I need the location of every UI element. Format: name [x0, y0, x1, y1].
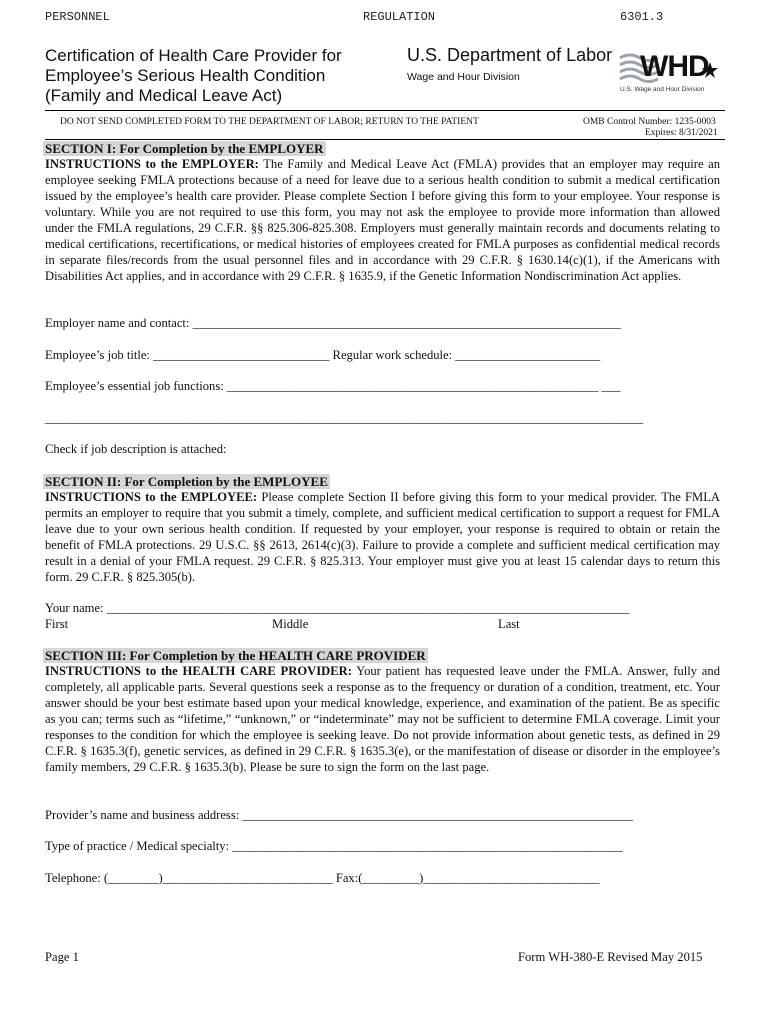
name-last-caption: Last — [498, 617, 520, 631]
form-title — [45, 46, 342, 106]
section-1-instr-text: The Family and Medical Leave Act (FMLA) provides that an employer may require an employee seeking FMLA protections because of a need for leave due to a serious health condition to submit a medical certification issued by the employee’s health care provider. Please complete Section I before giving this form to your employee. Your response is voluntary. While you are not required to use this form, you may not ask the employee to provide more information than allowed under the FMLA regulations, 29 C.F.R. §§ 825.306-825.308. Employers must generally maintain records and documents relating to medical certifications, recertifications, or medical histories of employees created for FMLA purposes as confidential medical records in separate files/records from the usual personnel files and in accordance with 29 C.F.R. § 1630.14(c)(1), if the Americans with Disabilities Act applies, and in accordance with 29 C.F.R. § 1635.9, if the Genetic Information Nondiscrimination Act applies. — [45, 157, 720, 283]
form-revision: Form WH-380-E Revised May 2015 — [518, 950, 703, 964]
title-line-3: (Family and Medical Leave Act) — [45, 86, 283, 105]
header-regulation: REGULATION — [363, 10, 436, 24]
section-1-instr-label: INSTRUCTIONS to the EMPLOYER: — [45, 157, 259, 171]
section-3-instr-label: INSTRUCTIONS to the HEALTH CARE PROVIDER: — [45, 664, 352, 678]
section-1-instructions — [45, 156, 720, 284]
section-2-heading: SECTION II: For Completion by the EMPLOYEE — [45, 474, 328, 489]
return-notice: DO NOT SEND COMPLETED FORM TO THE DEPARTMENT OF LABOR; RETURN TO THE PATIENT — [60, 117, 479, 127]
header-number: 6301.3 — [620, 10, 664, 24]
telephone-fax-field[interactable]: Telephone: (________)___________________________ Fax:(_________)____________________________ — [45, 871, 600, 885]
job-title-field[interactable]: Employee’s job title: ____________________________ Regular work schedule: _______________________ — [45, 348, 601, 362]
section-2-instr-text: Please complete Section II before giving this form to your medical provider. The FMLA permits an employer to require that you submit a timely, complete, and sufficient medical certification to support a request for FMLA leave due to your own serious health condition. If requested by your employer, your response is required to obtain or retain the benefit of FMLA protections. 29 U.S.C. §§ 2613, 2614(c)(3). Failure to provide a complete and sufficient medical certification may result in a denial of your FMLA request. 29 C.F.R. § 825.313. Your employer must give you at least 15 calendar days to return this form. 29 C.F.R. § 825.305(b). — [45, 490, 720, 584]
name-middle-caption: Middle — [272, 617, 309, 631]
section-2-instr-label: INSTRUCTIONS to the EMPLOYEE: — [45, 490, 258, 504]
division-name: Wage and Hour Division — [407, 71, 520, 83]
whd-logo — [618, 48, 723, 96]
essential-functions-line-2[interactable]: _______________________________________________________________________________________________ — [45, 411, 644, 425]
title-line-2: Employee’s Serious Health Condition — [45, 66, 326, 85]
section-1-heading: SECTION I: For Completion by the EMPLOYER — [45, 141, 324, 156]
header-personnel: PERSONNEL — [45, 10, 110, 24]
omb-expires: Expires: 8/31/2021 — [645, 128, 718, 138]
department-name: U.S. Department of Labor — [407, 45, 613, 65]
essential-functions-field[interactable]: Employee’s essential job functions: ___________________________________________________________ ___ — [45, 379, 621, 393]
job-description-attached-label: Check if job description is attached: — [45, 442, 227, 456]
section-2-instructions — [45, 489, 720, 585]
title-rule — [45, 110, 725, 111]
whd-logo-caption: U.S. Wage and Hour Division — [620, 86, 705, 93]
title-line-1: Certification of Health Care Provider for — [45, 46, 342, 65]
section-3-heading: SECTION III: For Completion by the HEALTH CARE PROVIDER — [45, 648, 426, 663]
page-number: Page 1 — [45, 950, 79, 964]
name-first-caption: First — [45, 617, 69, 631]
section-3-instr-text: Your patient has requested leave under the FMLA. Answer, fully and completely, all applicable parts. Several questions seek a response as to the frequency or duration of a condition, treatment, etc. Your answer should be your best estimate based upon your medical knowledge, experience, and examination of the patient. Be as specific as you can; terms such as “lifetime,” “unknown,” or “indeterminate” may not be sufficient to determine FMLA coverage. Limit your responses to the condition for which the employee is seeking leave. Do not provide information about genetic tests, as defined in 29 C.F.R. § 1635.3(f), genetic services, as defined in 29 C.F.R. § 1635.3(e), or the manifestation of disease or disorder in the employee’s family members, 29 C.F.R. § 1635.3(b). Please be sure to sign the form on the last page. — [45, 664, 720, 774]
employee-name-field[interactable]: Your name: ___________________________________________________________________________________ — [45, 601, 630, 615]
medical-specialty-field[interactable]: Type of practice / Medical specialty: ______________________________________________________________ — [45, 839, 623, 853]
provider-name-address-field[interactable]: Provider’s name and business address: ______________________________________________________________ — [45, 808, 633, 822]
section-3-instructions — [45, 663, 720, 775]
whd-logo-text: WHD — [640, 50, 709, 83]
employer-name-field[interactable]: Employer name and contact: ____________________________________________________________________ — [45, 316, 621, 330]
omb-number: OMB Control Number: 1235-0003 — [583, 117, 716, 127]
